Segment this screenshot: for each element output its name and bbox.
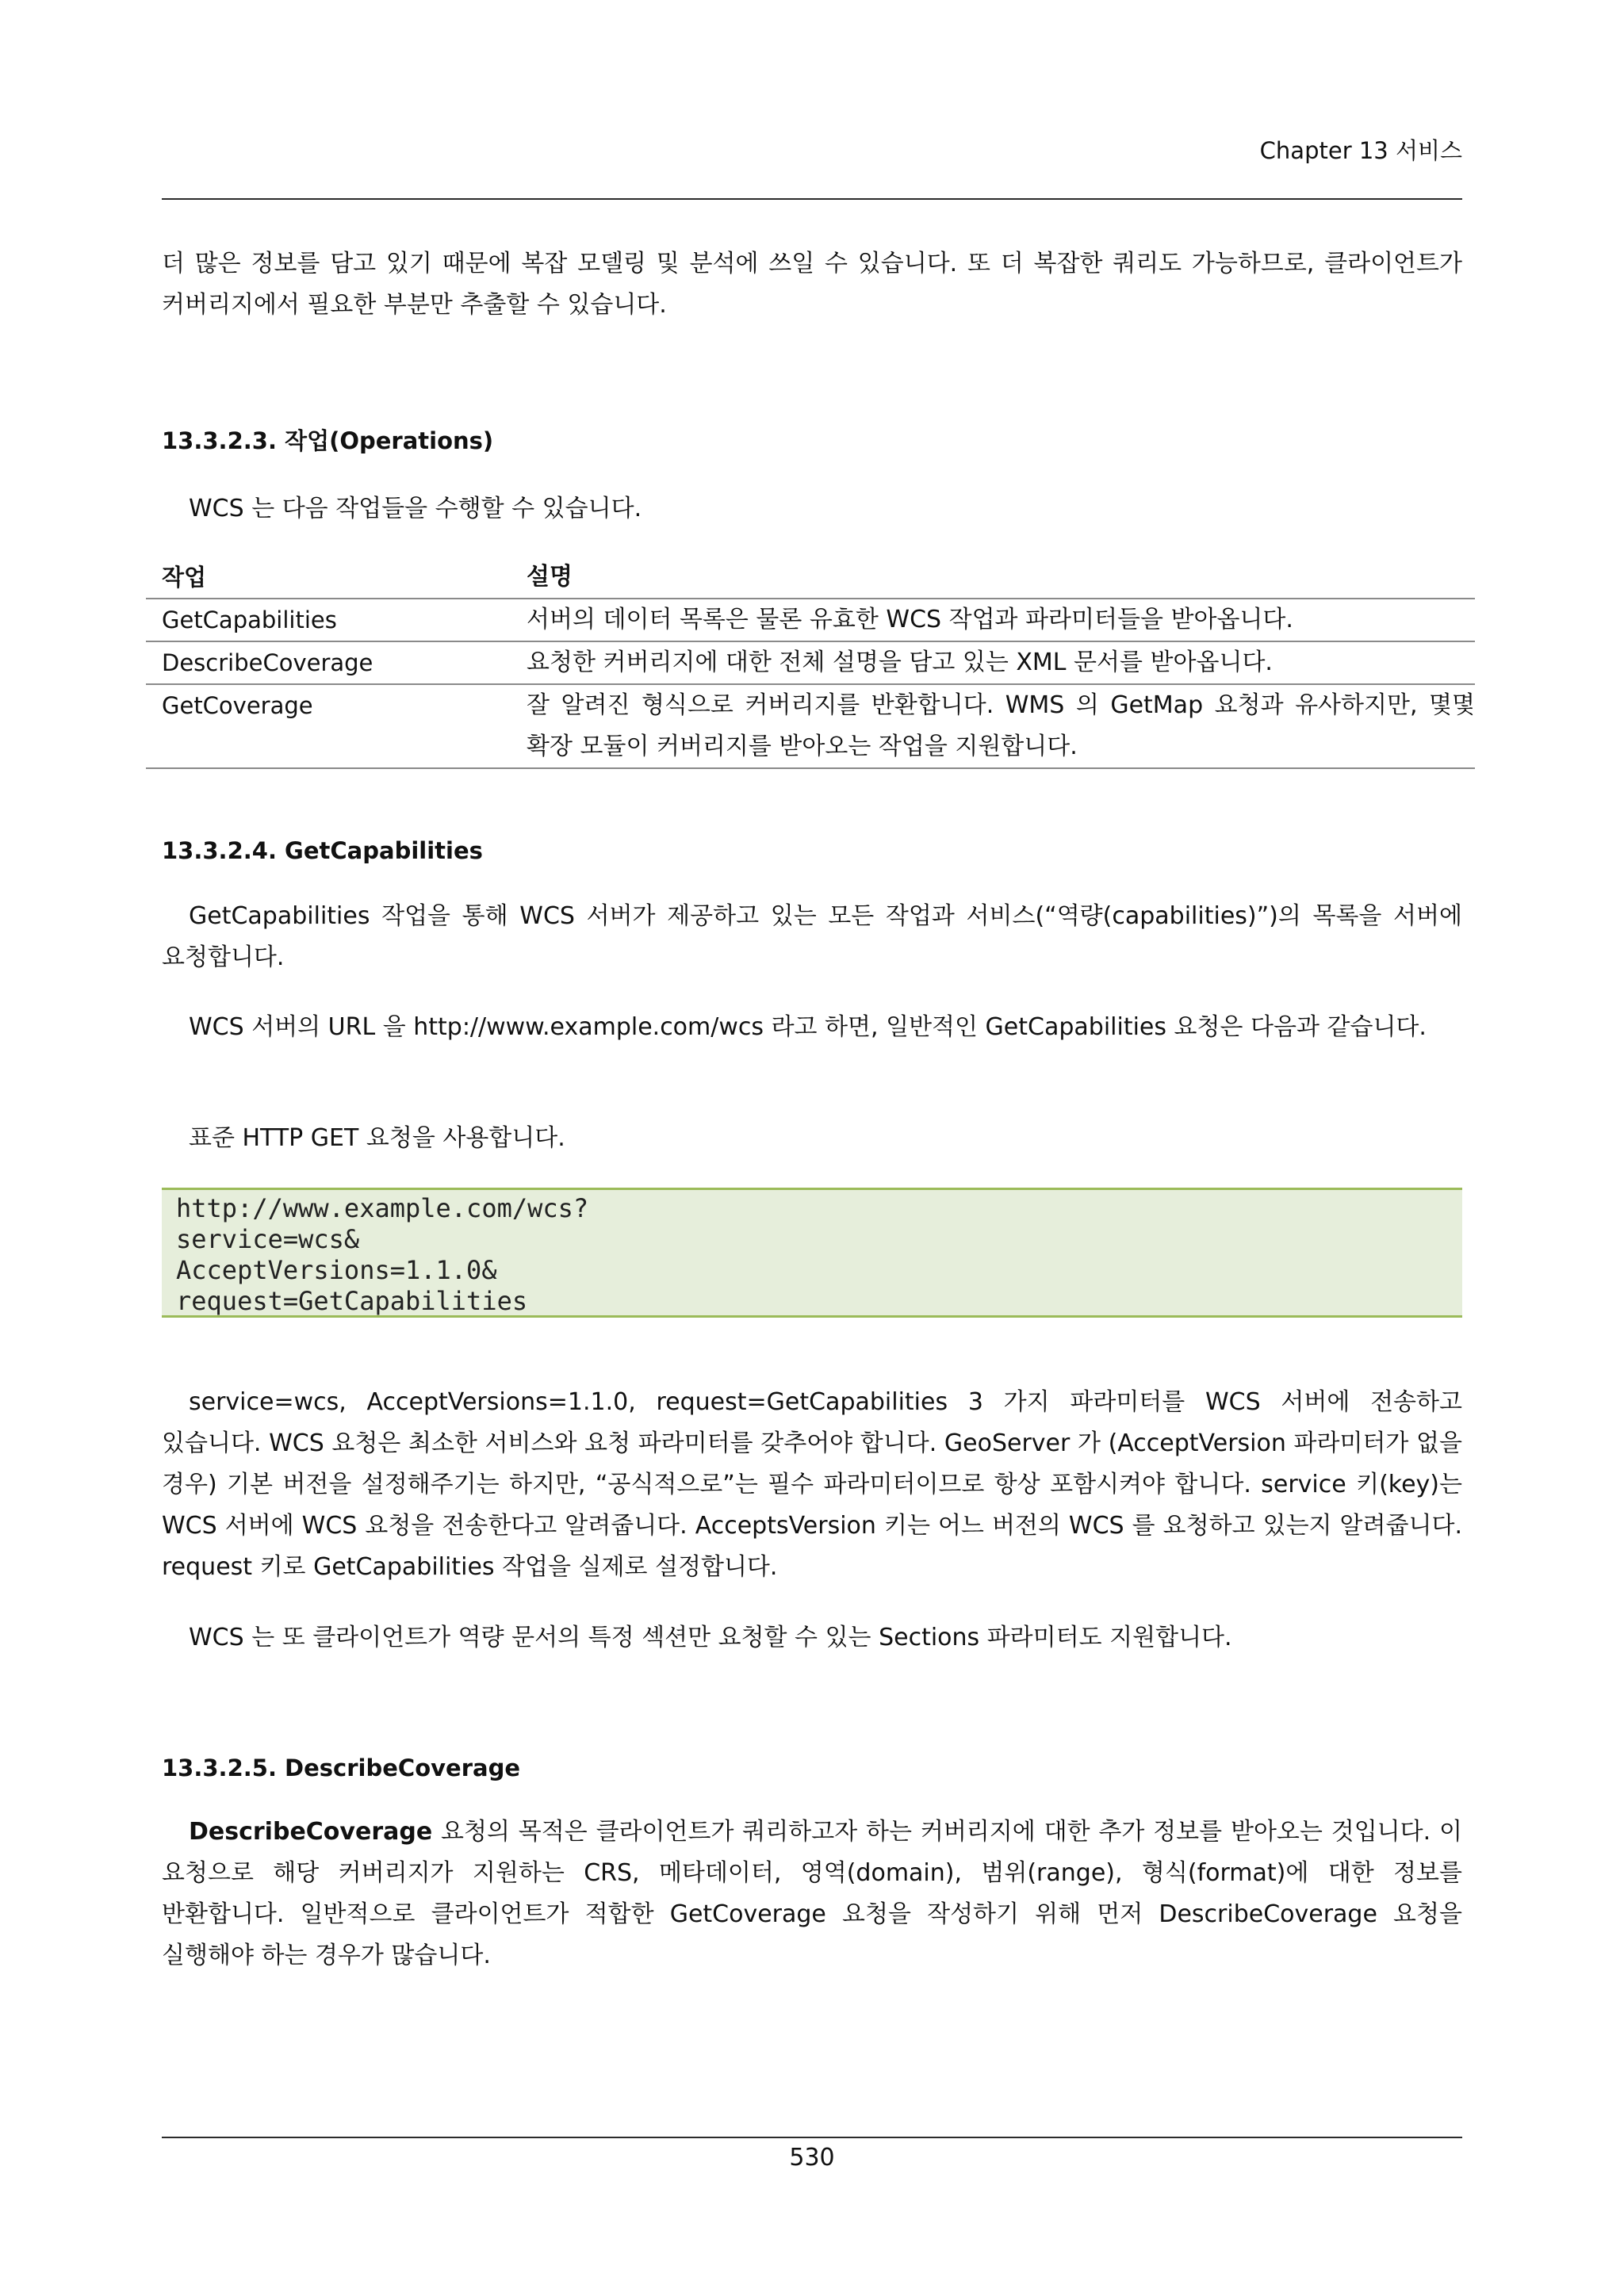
code-line: http://www.example.com/wcs? — [176, 1193, 589, 1223]
operations-lead-block — [162, 488, 1462, 530]
getcap-p4-block — [162, 1382, 1462, 1588]
page-number: 530 — [789, 2144, 835, 2172]
getcap-heading-block — [162, 835, 1462, 867]
getcap-heading: 13.3.2.4. GetCapabilities — [162, 837, 483, 864]
getcap-p3-block — [162, 1118, 1462, 1159]
describe-heading-block — [162, 1752, 1462, 1784]
getcap-paragraph-1: GetCapabilities 작업을 통해 WCS 서버가 제공하고 있는 모든 작업과 서비스(“역량(capabilities)”)의 목록을 서버에 요청합니다. — [162, 902, 1462, 971]
operation-description: 요청한 커버리지에 대한 전체 설명을 담고 있는 XML 문서를 받아옵니다. — [527, 649, 1273, 676]
operations-heading-block — [162, 425, 1462, 457]
header-rule — [162, 198, 1462, 200]
getcap-paragraph-5: WCS 는 또 클라이언트가 역량 문서의 특정 섹션만 요청할 수 있는 Sections 파라미터도 지원합니다. — [189, 1624, 1232, 1651]
getcap-paragraph-3: 표준 HTTP GET 요청을 사용합니다. — [189, 1124, 565, 1152]
describe-paragraph-block — [162, 1812, 1462, 1976]
operation-description: 서버의 데이터 목록은 물론 유효한 WCS 작업과 파라미터들을 받아옵니다. — [527, 606, 1293, 633]
intro-paragraph: 더 많은 정보를 담고 있기 때문에 복잡 모델링 및 분석에 쓰일 수 있습니다. 또 더 복잡한 쿼리도 가능하므로, 클라이언트가 커버리지에서 필요한 부분만 추출할 수 있습니다. — [162, 250, 1462, 319]
code-line: service=wcs& — [176, 1224, 360, 1254]
table-row — [146, 642, 1475, 685]
describe-paragraph-text: 요청의 목적은 클라이언트가 쿼리하고자 하는 커버리지에 대한 추가 정보를 받아오는 것입니다. 이 요청으로 해당 커버리지가 지원하는 CRS, 메타데이터, 영역(domain), 범위(range), 형식(format)에 대한 정보를 반환합니다. 일반적으로 클라이언트가 적합한 GetCoverage 요청을 작성하기 위해 먼저 DescribeCoverage 요청을 실행해야 하는 경우가 많습니다. — [162, 1818, 1462, 1969]
operations-lead: WCS 는 다음 작업들을 수행할 수 있습니다. — [189, 495, 642, 522]
footer-rule — [162, 2137, 1462, 2138]
code-line: AcceptVersions=1.1.0& — [176, 1255, 497, 1285]
getcap-p5-block — [162, 1617, 1462, 1659]
operation-name: DescribeCoverage — [162, 649, 373, 676]
getcap-p1-block — [162, 896, 1462, 978]
describe-paragraph — [162, 1812, 1462, 1976]
operations-table — [146, 557, 1475, 769]
code-line: request=GetCapabilities — [176, 1286, 528, 1316]
running-header: Chapter 13 서비스 — [1259, 137, 1462, 164]
describe-lead-term: DescribeCoverage — [189, 1818, 433, 1846]
column-header-description: 설명 — [527, 563, 573, 591]
table-row — [146, 685, 1475, 769]
table-header-row — [146, 557, 1475, 599]
intro-paragraph-block — [162, 243, 1462, 326]
describe-heading: 13.3.2.5. DescribeCoverage — [162, 1755, 520, 1781]
code-example — [162, 1188, 1462, 1318]
getcap-paragraph-2: WCS 서버의 URL 을 http://www.example.com/wcs 라고 하면, 일반적인 GetCapabilities 요청은 다음과 같습니다. — [189, 1013, 1427, 1041]
operation-description: 잘 알려진 형식으로 커버리지를 반환합니다. WMS 의 GetMap 요청과 유사하지만, 몇몇 확장 모듈이 커버리지를 받아오는 작업을 지원합니다. — [527, 691, 1475, 760]
getcap-paragraph-4: service=wcs, AcceptVersions=1.1.0, request=GetCapabilities 3 가지 파라미터를 WCS 서버에 전송하고 있습니다. WCS 요청은 최소한 서비스와 요청 파라미터를 갖추어야 합니다. GeoServer 가 (AcceptVersion 파라미터가 없을 경우) 기본 버전을 설정해주기는 하지만, “공식적으로”는 필수 파라미터이므로 항상 포함시켜야 합니다. service 키(key)는 WCS 서버에 WCS 요청을 전송한다고 알려줍니다. AcceptsVersion 키는 어느 버전의 WCS 를 요청하고 있는지 알려줍니다. request 키로 GetCapabilities 작업을 실제로 설정합니다. — [162, 1388, 1462, 1581]
column-header-operation: 작업 — [162, 564, 207, 591]
getcap-p2-block — [162, 1007, 1462, 1048]
operations-heading: 13.3.2.3. 작업(Operations) — [162, 427, 494, 454]
table-row — [146, 599, 1475, 642]
operation-name: GetCoverage — [162, 692, 313, 719]
operation-name: GetCapabilities — [162, 607, 337, 633]
